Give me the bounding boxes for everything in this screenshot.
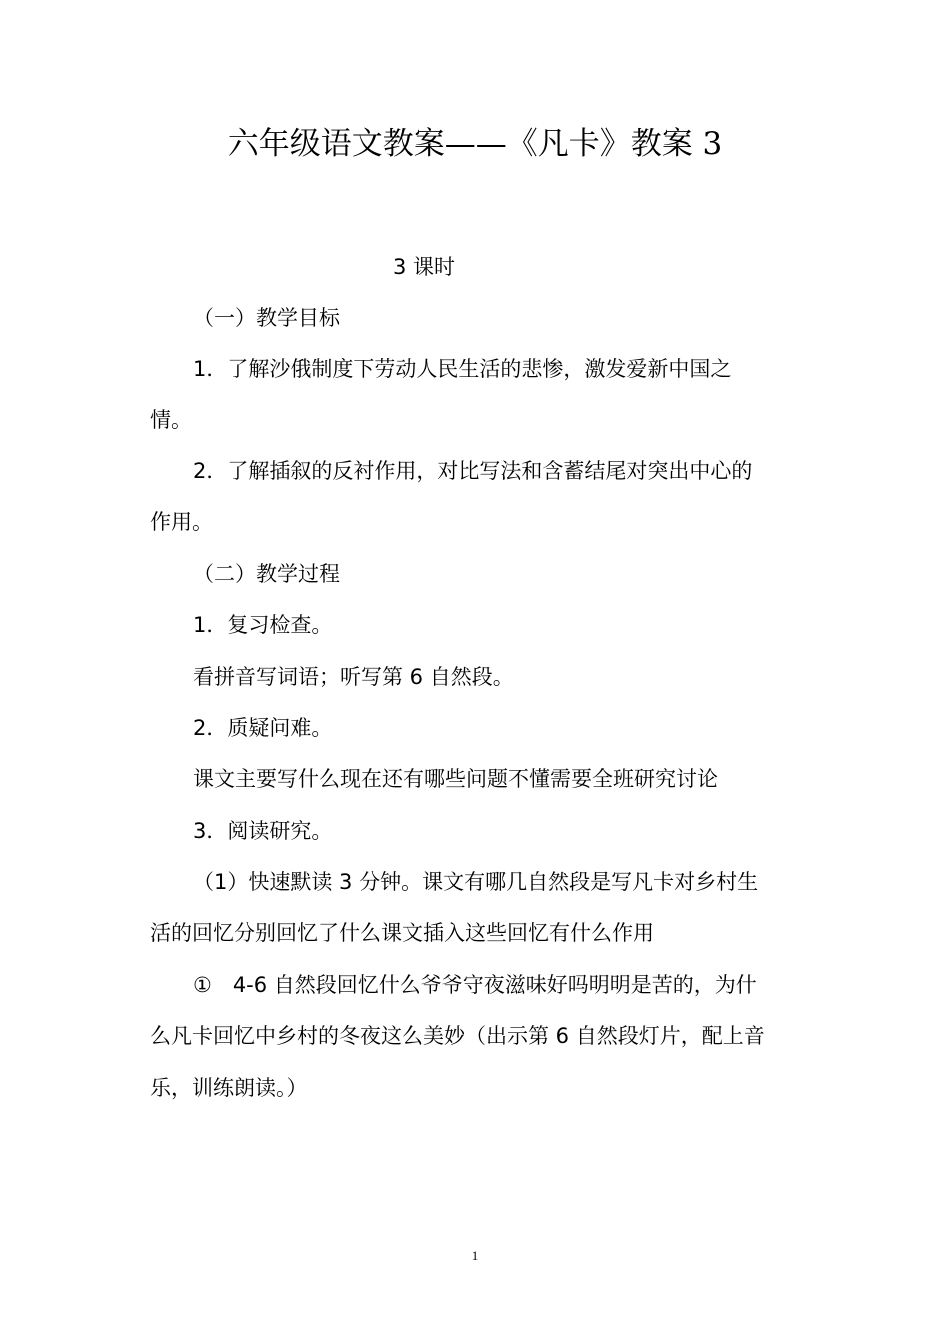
section-heading-process: （二）教学过程 <box>193 562 340 586</box>
paragraph-line: （1）快速默读 3 分钟。课文有哪几自然段是写凡卡对乡村生 <box>193 870 759 894</box>
document-title: 六年级语文教案——《凡卡》教案 3 <box>227 126 723 162</box>
paragraph-line: 么凡卡回忆中乡村的冬夜这么美妙（出示第 6 自然段灯片，配上音 <box>150 1024 765 1048</box>
paragraph-line: 3．阅读研究。 <box>193 819 333 843</box>
paragraph-line: 1．了解沙俄制度下劳动人民生活的悲惨，激发爱新中国之 <box>193 357 732 381</box>
paragraph-line: 乐，训练朗读。） <box>150 1076 308 1100</box>
paragraph-line: 2．质疑问难。 <box>193 716 333 740</box>
section-heading-goals: （一）教学目标 <box>193 306 340 330</box>
paragraph-line: 课文主要写什么现在还有哪些问题不懂需要全班研究讨论 <box>193 767 718 791</box>
lesson-hours: 3 课时 <box>393 255 456 279</box>
paragraph-line: 情。 <box>150 408 192 432</box>
paragraph-line: 作用。 <box>150 510 213 534</box>
paragraph-line: 看拼音写词语；听写第 6 自然段。 <box>193 665 514 689</box>
paragraph-line: 活的回忆分别回忆了什么课文插入这些回忆有什么作用 <box>150 921 654 945</box>
paragraph-line: 2．了解插叙的反衬作用，对比写法和含蓄结尾对突出中心的 <box>193 459 753 483</box>
paragraph-line: ① 4-6 自然段回忆什么爷爷守夜滋味好吗明明是苦的，为什 <box>193 973 757 997</box>
page-number: 1 <box>471 1248 479 1263</box>
paragraph-line: 1．复习检查。 <box>193 613 333 637</box>
